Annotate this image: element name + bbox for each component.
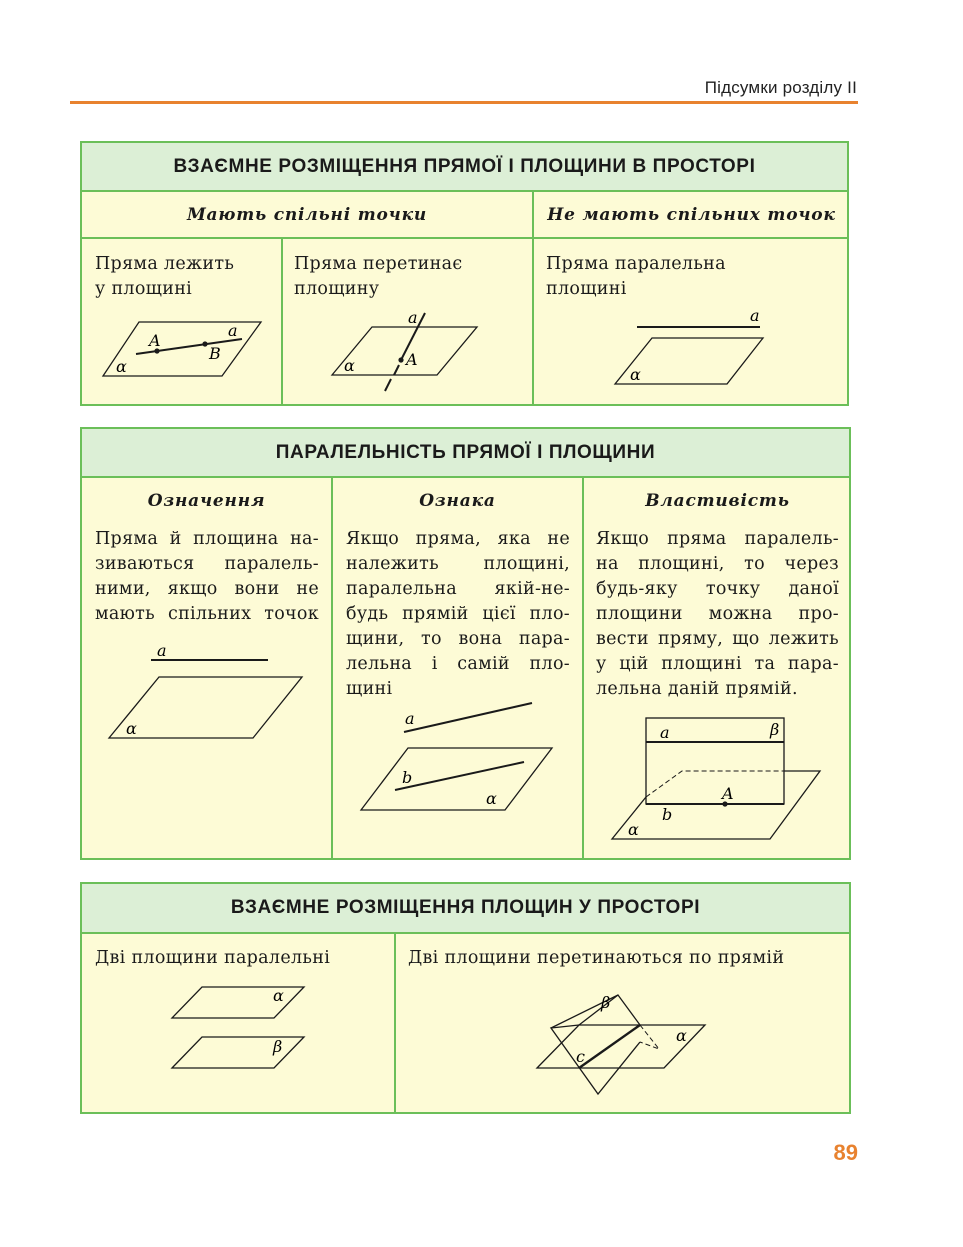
- plane-beta-label: β: [770, 720, 780, 739]
- plane-alpha-label: α: [273, 986, 284, 1005]
- table-title: ВЗАЄМНЕ РОЗМІЩЕННЯ ПЛОЩИН У ПРОСТОРІ: [82, 884, 849, 934]
- column-header: Властивість: [645, 491, 790, 511]
- point-a-label: A: [722, 784, 734, 803]
- text-line: Пряма й площина на-: [95, 529, 319, 549]
- line-b-label: b: [662, 805, 673, 824]
- table-planes-position: [80, 882, 851, 1114]
- line-a-label: a: [750, 306, 760, 325]
- text-line: площини можна про-: [596, 604, 839, 624]
- line-a-label: a: [408, 308, 418, 327]
- column-header: Означення: [147, 491, 266, 511]
- text-line: лельна даній прямій.: [596, 679, 798, 699]
- text-line: належить площині,: [346, 554, 570, 574]
- text-line: площину: [294, 279, 380, 299]
- line-c-label: c: [576, 1047, 585, 1066]
- plane-alpha-label: α: [676, 1026, 687, 1045]
- table-title: ПАРАЛЕЛЬНІСТЬ ПРЯМОЇ І ПЛОЩИНИ: [82, 429, 849, 478]
- text-line: паралельна якій-не-: [346, 579, 570, 599]
- plane-alpha-label: α: [344, 356, 355, 375]
- property-diagram: [82, 429, 853, 862]
- text-line: будь прямій цієї пло-: [346, 604, 570, 624]
- point-a-label: A: [149, 331, 161, 350]
- text-line: Якщо пряма паралель-: [596, 529, 839, 549]
- text-line: лельна і самій пло-: [346, 654, 570, 674]
- table-title: ВЗАЄМНЕ РОЗМІЩЕННЯ ПРЯМОЇ І ПЛОЩИНИ В ПРОСТОРІ: [82, 143, 847, 192]
- text-line: Якщо пряма, яка не: [346, 529, 570, 549]
- intersecting-planes-diagram: [82, 884, 853, 1116]
- plane-alpha-label: α: [630, 365, 641, 384]
- line-a-label: a: [228, 321, 238, 340]
- running-title: Підсумки розділу ІІ: [704, 78, 857, 97]
- text-line: Пряма перетинає: [294, 254, 463, 274]
- plane-alpha-label: α: [116, 357, 127, 376]
- cell-text: Дві площини паралельні: [95, 948, 331, 968]
- text-line: у цій площині та пара-: [596, 654, 839, 674]
- plane-beta-hidden: [640, 1025, 659, 1049]
- plane-alpha-label: α: [486, 789, 497, 808]
- header-rule: [70, 101, 858, 104]
- text-line: у площині: [95, 279, 193, 299]
- text-line: Пряма лежить: [95, 254, 235, 274]
- column-header: Не мають спільних точок: [547, 205, 836, 225]
- page-number: 89: [833, 1140, 858, 1165]
- point-b-label: B: [209, 344, 221, 363]
- line-parallel-plane-diagram: [82, 143, 851, 408]
- line-a-label: a: [405, 709, 415, 728]
- text-line: зиваються паралель-: [95, 554, 319, 574]
- text-line: щини, то вона пара-: [346, 629, 570, 649]
- text-line: на площині, то через: [596, 554, 839, 574]
- cell-text: Дві площини перетинаються по прямій: [408, 948, 785, 968]
- plane-alpha-label: α: [126, 719, 137, 738]
- line-b-label: b: [402, 768, 413, 787]
- line-c: [579, 1025, 640, 1068]
- text-line: ними, якщо вони не: [95, 579, 319, 599]
- text-line: будь-яку точку даної: [596, 579, 839, 599]
- text-line: площині: [546, 279, 627, 299]
- plane-beta-label: β: [273, 1037, 283, 1056]
- text-line: вести пряму, що лежить: [596, 629, 839, 649]
- text-line: щині: [346, 679, 393, 699]
- line-a-label: a: [157, 641, 167, 660]
- column-header: Мають спільні точки: [186, 205, 428, 225]
- line-a-label: a: [660, 723, 670, 742]
- table-line-plane-parallel: [80, 427, 851, 860]
- text-line: Пряма паралельна: [546, 254, 726, 274]
- column-header: Ознака: [419, 491, 496, 511]
- plane-alpha-hidden: [646, 771, 784, 797]
- plane-alpha-label: α: [628, 820, 639, 839]
- plane-beta-label: β: [601, 993, 611, 1012]
- table-line-plane-position: [80, 141, 849, 406]
- text-line: мають спільних точок: [95, 604, 319, 624]
- point-a-label: A: [406, 350, 418, 369]
